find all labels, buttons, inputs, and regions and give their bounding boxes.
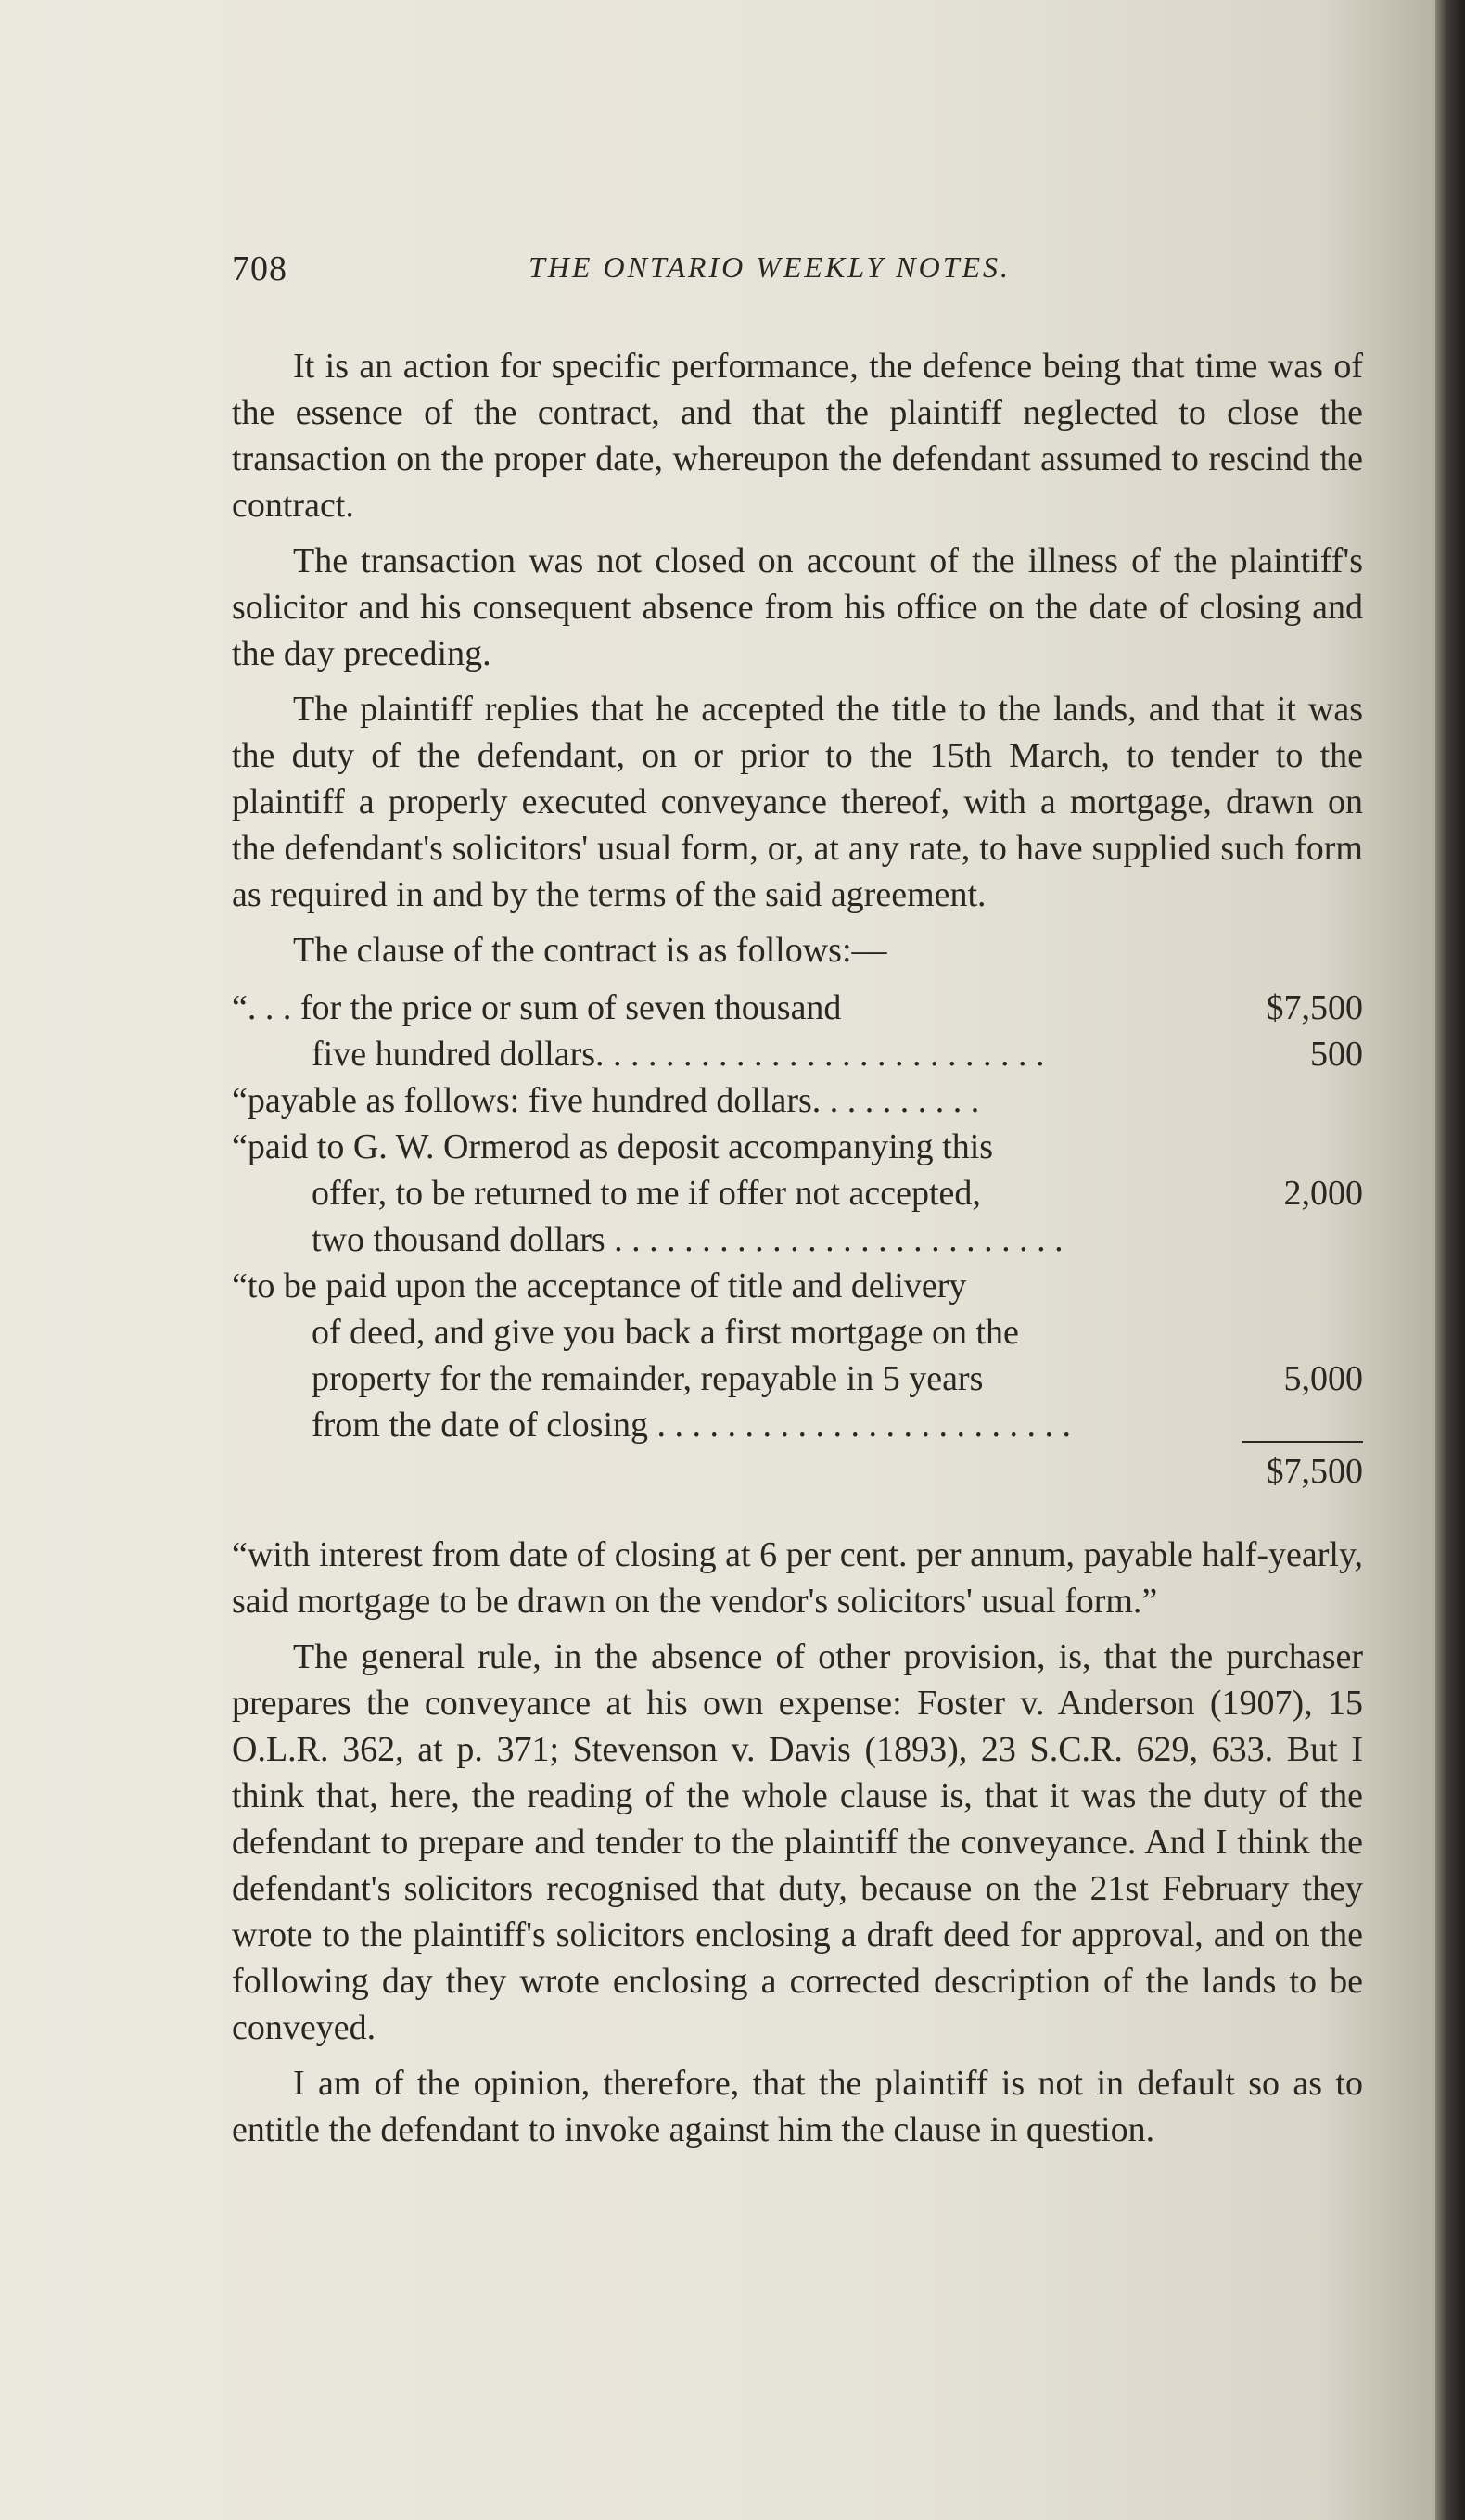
quote-text: two thousand dollars . . . . . . . . . . . . . . . . . . . . . . . . . .: [312, 1220, 1064, 1259]
paragraph: It is an action for specific performance, the defence being that time was of the essence of the contract, and that the plaintiff neglected to close the transaction on the proper date, whereupon the defendant assumed to rescind the contract.: [232, 347, 1363, 525]
quote-amount: 500: [1310, 1035, 1363, 1074]
after-quote: [232, 1532, 1363, 2153]
quote-text: property for the remainder, repayable in 5 years: [312, 1359, 984, 1398]
quote-row: [232, 1355, 1363, 1402]
quote-text: five hundred dollars. . . . . . . . . . . . . . . . . . . . . . . . . .: [312, 1035, 1045, 1074]
paragraph: The transaction was not closed on account of the illness of the plaintiff's solicitor and his consequent absence from his office on the date of closing and the day preceding.: [232, 541, 1363, 673]
quote-row: [232, 985, 1363, 1031]
quote-row: [232, 1263, 1363, 1309]
quote-row: [232, 1216, 1363, 1263]
quote-text: from the date of closing . . . . . . . . . . . . . . . . . . . . . . . .: [312, 1406, 1072, 1445]
book-binding-edge: [1435, 0, 1465, 2520]
paragraph: “with interest from date of closing at 6 per cent. per annum, payable half-yearly, said mortgage to be drawn on the vendor's solicitors' usual form.”: [232, 1535, 1363, 1621]
body-text: [232, 343, 1363, 2153]
quote-text: “. . . for the price or sum of seven thousand: [232, 988, 842, 1027]
total-rule: [1242, 1441, 1363, 1443]
page-number: 708: [232, 249, 287, 288]
quote-text: “paid to G. W. Ormerod as deposit accompanying this: [232, 1127, 994, 1166]
quote-text: offer, to be returned to me if offer not accepted,: [312, 1174, 981, 1213]
quote-total-row: [232, 1448, 1363, 1495]
quote-text: “to be paid upon the acceptance of title and delivery: [232, 1266, 967, 1305]
quote-row: [232, 1309, 1363, 1355]
contract-clause-quote: [232, 985, 1363, 1495]
quote-text: “payable as follows: five hundred dollars. . . . . . . . . .: [232, 1081, 980, 1120]
paragraph: I am of the opinion, therefore, that the plaintiff is not in default so as to entitle the defendant to invoke against him the clause in question.: [232, 2064, 1363, 2149]
quote-amount: 2,000: [1283, 1174, 1363, 1213]
paragraph: The general rule, in the absence of other provision, is, that the purchaser prepares the conveyance at his own expense: Foster v. Anderson (1907), 15 O.L.R. 362, at p. 371; Stevenson v. Davis (1893), 23 S.C.R. 629, 633. But I think that, here, the reading of the whole clause is, that it was the duty of the defendant to prepare and tender to the plaintiff the conveyance. And I think the defendant's solicitors recognised that duty, because on the 21st February they wrote to the plaintiff's solicitors enclosing a draft deed for approval, and on the following day they wrote enclosing a corrected description of the lands to be conveyed.: [232, 1637, 1363, 2047]
quote-amount: $7,500: [1266, 988, 1363, 1027]
paragraph: The plaintiff replies that he accepted the title to the lands, and that it was the duty of the defendant, on or prior to the 15th March, to tender to the plaintiff a properly executed conveyance thereof, with a mortgage, drawn on the defendant's solicitors' usual form, or, at any rate, to have supplied such form as required in and by the terms of the said agreement.: [232, 690, 1363, 914]
quote-row: [232, 1124, 1363, 1170]
page-header: [232, 248, 1363, 295]
running-title: THE ONTARIO WEEKLY NOTES.: [529, 250, 1012, 284]
quote-total-amount: $7,500: [1266, 1452, 1363, 1491]
paragraph: The clause of the contract is as follows:—: [293, 931, 887, 970]
quote-row: [232, 1031, 1363, 1077]
quote-row: [232, 1402, 1363, 1448]
quote-row: [232, 1077, 1363, 1124]
quote-row: [232, 1170, 1363, 1216]
quote-text: of deed, and give you back a first mortgage on the: [312, 1313, 1019, 1352]
quote-amount: 5,000: [1283, 1359, 1363, 1398]
